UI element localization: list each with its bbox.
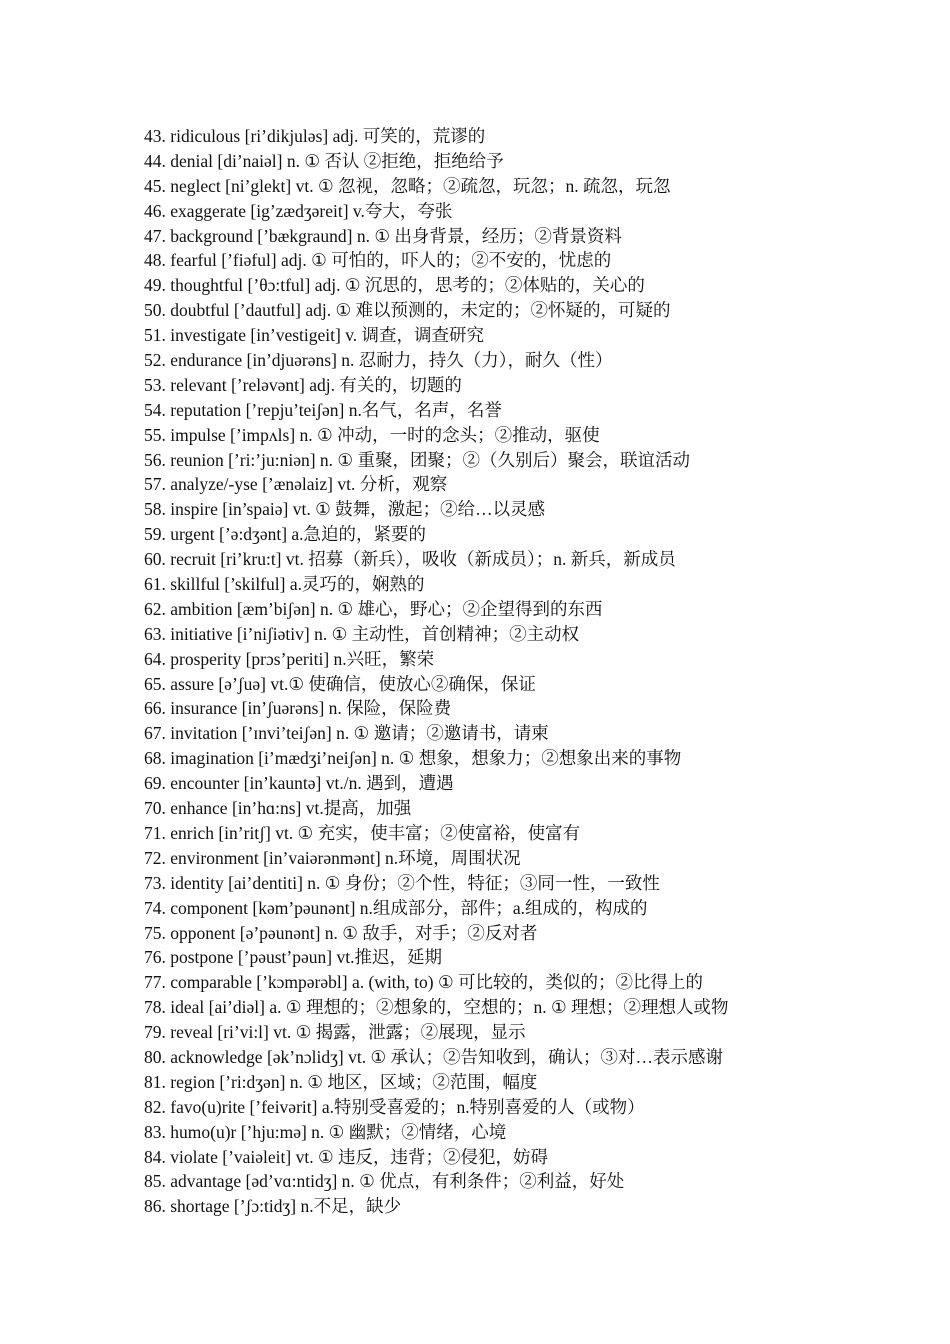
vocab-entry: 81. region [’ri:dʒən] n. ① 地区，区域；②范围，幅度	[144, 1071, 538, 1092]
vocab-entry: 54. reputation [’repju’teiʃən] n.名气，名声，名誉	[144, 399, 502, 420]
vocab-entry: 45. neglect [ni’glekt] vt. ① 忽视，忽略；②疏忽，玩忽；n. 疏忽，玩忽	[144, 175, 671, 196]
vocab-entry: 63. initiative [i’niʃiətiv] n. ① 主动性，首创精神；②主动权	[144, 623, 580, 644]
vocab-entry: 44. denial [di’naiəl] n. ① 否认 ②拒绝，拒绝给予	[144, 150, 504, 171]
vocab-entry: 77. comparable [’kɔmpərəbl] a. (with, to) ① 可比较的，类似的；②比得上的	[144, 972, 704, 993]
vocab-entry: 52. endurance [in’djuərəns] n. 忍耐力，持久（力），耐久（性）	[144, 350, 613, 371]
vocab-entry: 80. acknowledge [ək’nɔlidʒ] vt. ① 承认；②告知收到，确认；③对…表示感谢	[144, 1046, 724, 1067]
vocab-entry: 43. ridiculous [ri’dikjuləs] adj. 可笑的，荒谬的	[144, 126, 486, 146]
vocab-entry: 48. fearful [’fiəful] adj. ① 可怕的，吓人的；②不安的，忧虑的	[144, 250, 612, 271]
vocab-entry: 79. reveal [ri’vi:l] vt. ① 揭露，泄露；②展现，显示	[144, 1022, 526, 1043]
vocab-entry: 56. reunion [’ri:’ju:niən] n. ① 重聚，团聚；②（久别后）聚会，联谊活动	[144, 449, 690, 470]
vocab-entry: 53. relevant [’reləvənt] adj. 有关的，切题的	[144, 374, 462, 395]
vocab-entry: 74. component [kəm’pəunənt] n.组成部分，部件；a.组成的，构成的	[144, 897, 648, 918]
vocab-entry: 50. doubtful [’dautful] adj. ① 难以预测的，未定的；②怀疑的，可疑的	[144, 300, 671, 321]
vocab-entry: 86. shortage [’ʃɔ:tidʒ] n.不足，缺少	[144, 1196, 402, 1217]
vocab-entry: 65. assure [ə’ʃuə] vt.① 使确信，使放心②确保，保证	[144, 673, 536, 694]
vocab-entry: 67. invitation [’ɪnvi’teiʃən] n. ① 邀请；②邀请书，请柬	[144, 723, 549, 744]
vocab-entry: 68. imagination [i’mædʒi’neiʃən] n. ① 想象，想象力；②想象出来的事物	[144, 748, 682, 769]
vocab-entry: 51. investigate [in’vestigeit] v. 调查，调查研究	[144, 325, 485, 346]
vocab-entry: 85. advantage [əd’vɑ:ntidʒ] n. ① 优点，有利条件；②利益，好处	[144, 1171, 625, 1192]
vocab-entry: 57. analyze/-yse [’ænəlaiz] vt. 分析，观察	[144, 474, 448, 495]
vocab-entry: 58. inspire [in’spaiə] vt. ① 鼓舞，激起；②给…以灵感	[144, 499, 546, 520]
vocab-entry: 71. enrich [in’ritʃ] vt. ① 充实，使丰富；②使富裕，使富有	[144, 822, 581, 843]
vocab-entry: 72. environment [in’vaiərənmənt] n.环境，周围状况	[144, 847, 521, 868]
vocab-entry: 70. enhance [in’hɑ:ns] vt.提高，加强	[144, 798, 412, 819]
vocab-entry: 59. urgent [’ə:dʒənt] a.急迫的，紧要的	[144, 524, 427, 545]
vocab-entry: 47. background [’bækgraund] n. ① 出身背景，经历；②背景资料	[144, 225, 622, 246]
vocab-entry: 62. ambition [æm’biʃən] n. ① 雄心，野心；②企望得到的东西	[144, 598, 603, 619]
vocab-entry: 69. encounter [in’kauntə] vt./n. 遇到，遭遇	[144, 773, 454, 794]
vocab-entry: 78. ideal [ai’diəl] a. ① 理想的；②想象的，空想的；n. ① 理想；②理想人或物	[144, 997, 729, 1018]
vocab-entry: 73. identity [ai’dentiti] n. ① 身份；②个性，特征；③同一性，一致性	[144, 872, 660, 893]
vocab-entry: 61. skillful [’skilful] a.灵巧的，娴熟的	[144, 574, 425, 595]
vocab-entry: 83. humo(u)r [’hju:mə] n. ① 幽默；②情绪，心境	[144, 1121, 507, 1142]
vocab-entry: 49. thoughtful [’θɔ:tful] adj. ① 沉思的，思考的；②体贴的，关心的	[144, 275, 645, 296]
vocab-entry: 84. violate [’vaiəleit] vt. ① 违反，违背；②侵犯，妨碍	[144, 1146, 549, 1167]
vocab-entry: 55. impulse [’impʌls] n. ① 冲动，一时的念头；②推动，驱使	[144, 424, 600, 445]
vocab-entry: 66. insurance [in’ʃuərəns] n. 保险，保险费	[144, 698, 452, 719]
vocab-entry: 64. prosperity [prɔs’periti] n.兴旺，繁荣	[144, 648, 435, 669]
vocab-entry: 75. opponent [ə’pəunənt] n. ① 敌手，对手；②反对者	[144, 922, 538, 943]
vocab-entry: 76. postpone [’pəust’pəun] vt.推迟，延期	[144, 947, 442, 968]
vocab-entry: 60. recruit [ri’kru:t] vt. 招募（新兵），吸收（新成员）；n. 新兵，新成员	[144, 549, 676, 570]
vocabulary-list	[144, 124, 934, 1219]
vocab-entry: 82. favo(u)rite [’feivərit] a.特别受喜爱的；n.特别喜爱的人（或物）	[144, 1096, 645, 1117]
vocab-entry: 46. exaggerate [ig’zædʒəreit] v.夸大，夸张	[144, 200, 453, 221]
